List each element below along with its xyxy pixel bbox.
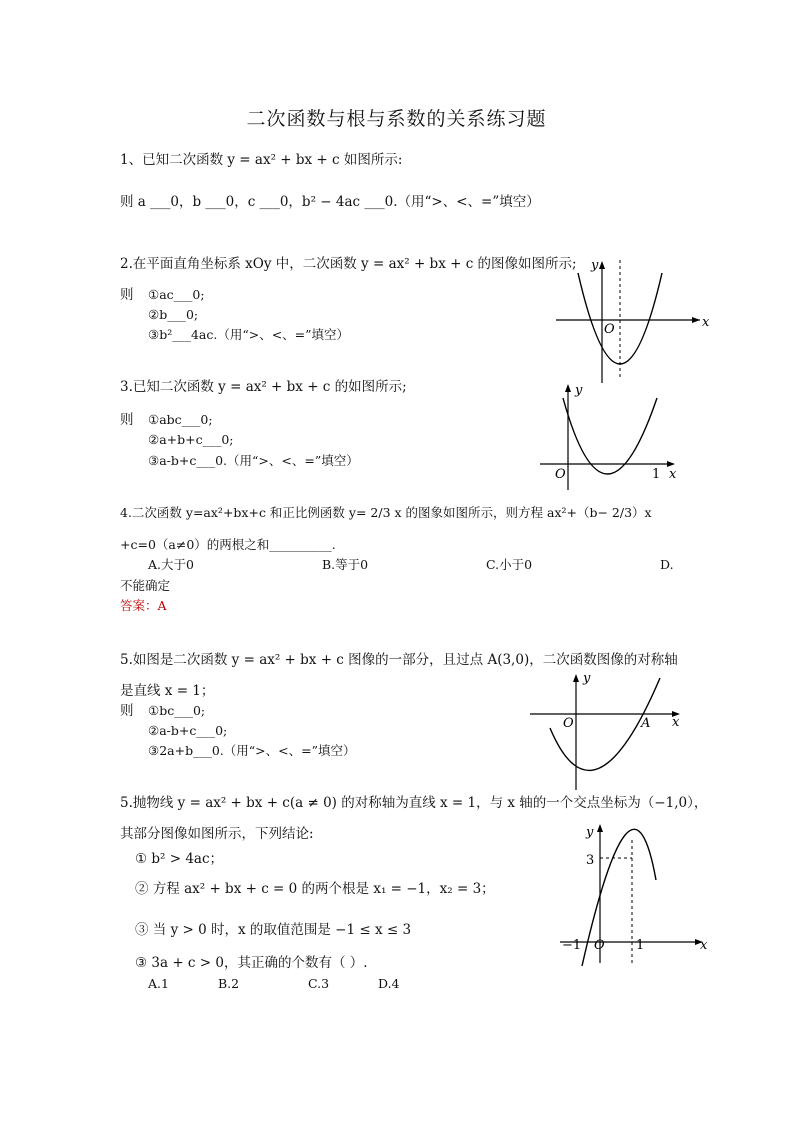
q4-option-d-text: 不能确定 (120, 578, 171, 593)
q2-x-label: x (702, 315, 710, 330)
q4-option-c: C.小于0 (486, 557, 533, 572)
q3-one-label: 1 (652, 467, 661, 482)
q3-item-2: ②a+b+c___0; (148, 432, 234, 447)
q2-stem: 2.在平面直角坐标系 xOy 中，二次函数 y = ax² + bx + c 的图像如图所示; (120, 256, 577, 272)
q4-option-a: A.大于0 (148, 557, 194, 572)
q5b-neg-one-label: −1 (562, 938, 582, 953)
q5b-one-label: 1 (636, 938, 645, 953)
q5b-option-c: C.3 (308, 976, 330, 991)
q5b-stem: 5.抛物线 y = ax² + bx + c(a ≠ 0) 的对称轴为直线 x = 1，与 x 轴的一个交点坐标为（−1,0）， (120, 795, 708, 811)
q2-ze: 则 (120, 287, 134, 303)
q5a-a-label: A (641, 716, 651, 731)
q3-x-label: x (669, 467, 677, 482)
q4-stem: 4.二次函数 y=ax²+bx+c 和正比例函数 y= 2/3 x 的图象如图所示，则方程 ax²+（b− 2/3）x (120, 505, 652, 520)
q5b-graph (560, 818, 720, 970)
q5b-option-d: D.4 (378, 976, 400, 991)
q1-stem: 1、已知二次函数 y = ax² + bx + c 如图所示: (120, 152, 403, 168)
q5a-ze: 则 (120, 703, 134, 719)
q5b-x-label: x (700, 938, 708, 953)
q5a-origin-label: O (563, 716, 574, 731)
q5a-item-2: ②a-b+c___0; (148, 723, 228, 738)
q3-graph (535, 380, 695, 495)
q5a-item-3: ③2a+b___0.（用“>、<、=”填空） (148, 743, 356, 758)
q3-item-3: ③a-b+c___0.（用“>、<、=”填空） (148, 453, 359, 468)
q5a-item-1: ①bc___0; (148, 703, 206, 718)
q5b-origin-label: O (594, 938, 605, 953)
q5a-stem-2: 是直线 x = 1； (120, 683, 215, 699)
q5b-item-3: ③ 当 y > 0 时，x 的取值范围是 −1 ≤ x ≤ 3 (135, 922, 412, 938)
q5b-option-a: A.1 (148, 976, 169, 991)
q3-ze: 则 (120, 412, 134, 428)
page-title: 二次函数与根与系数的关系练习题 (246, 108, 547, 130)
q5a-stem: 5.如图是二次函数 y = ax² + bx + c 图像的一部分，且过点 A(3,0)，二次函数图像的对称轴 (120, 652, 678, 668)
q4-option-d: D. (660, 557, 674, 572)
q4-answer: 答案：A (120, 598, 167, 613)
q5b-item-4: ③ 3a + c > 0，其正确的个数有（ ）. (135, 955, 368, 971)
q2-y-label: y (591, 258, 599, 273)
q5a-graph (528, 668, 693, 793)
q5b-three-label: 3 (586, 853, 595, 868)
q5b-stem-2: 其部分图像如图所示，下列结论: (120, 826, 314, 842)
q2-graph (550, 255, 720, 390)
q3-stem: 3.已知二次函数 y = ax² + bx + c 的如图所示; (120, 379, 407, 395)
q5b-y-label: y (586, 825, 594, 840)
q3-item-1: ①abc___0; (148, 412, 213, 427)
q4-option-b: B.等于0 (322, 557, 369, 572)
q2-item-2: ②b___0; (148, 307, 199, 322)
q2-item-1: ①ac___0; (148, 287, 205, 302)
q5a-y-label: y (583, 671, 591, 686)
q5b-item-1: ① b² > 4ac； (135, 851, 224, 867)
q4-stem-2: +c=0（a≠0）的两根之和__________. (120, 537, 336, 552)
q5b-option-b: B.2 (218, 976, 240, 991)
q5a-x-label: x (672, 715, 680, 730)
q3-y-label: y (575, 383, 583, 398)
q2-item-3: ③b²___4ac.（用“>、<、=”填空） (148, 327, 350, 342)
q2-origin-label: O (604, 322, 615, 337)
q3-origin-label: O (555, 467, 566, 482)
q5b-item-2: ② 方程 ax² + bx + c = 0 的两个根是 x₁ = −1，x₂ = 3； (135, 881, 495, 897)
q1-fill: 则 a ___0，b ___0，c ___0，b² − 4ac ___0.（用“>、<、=”填空） (120, 194, 540, 210)
